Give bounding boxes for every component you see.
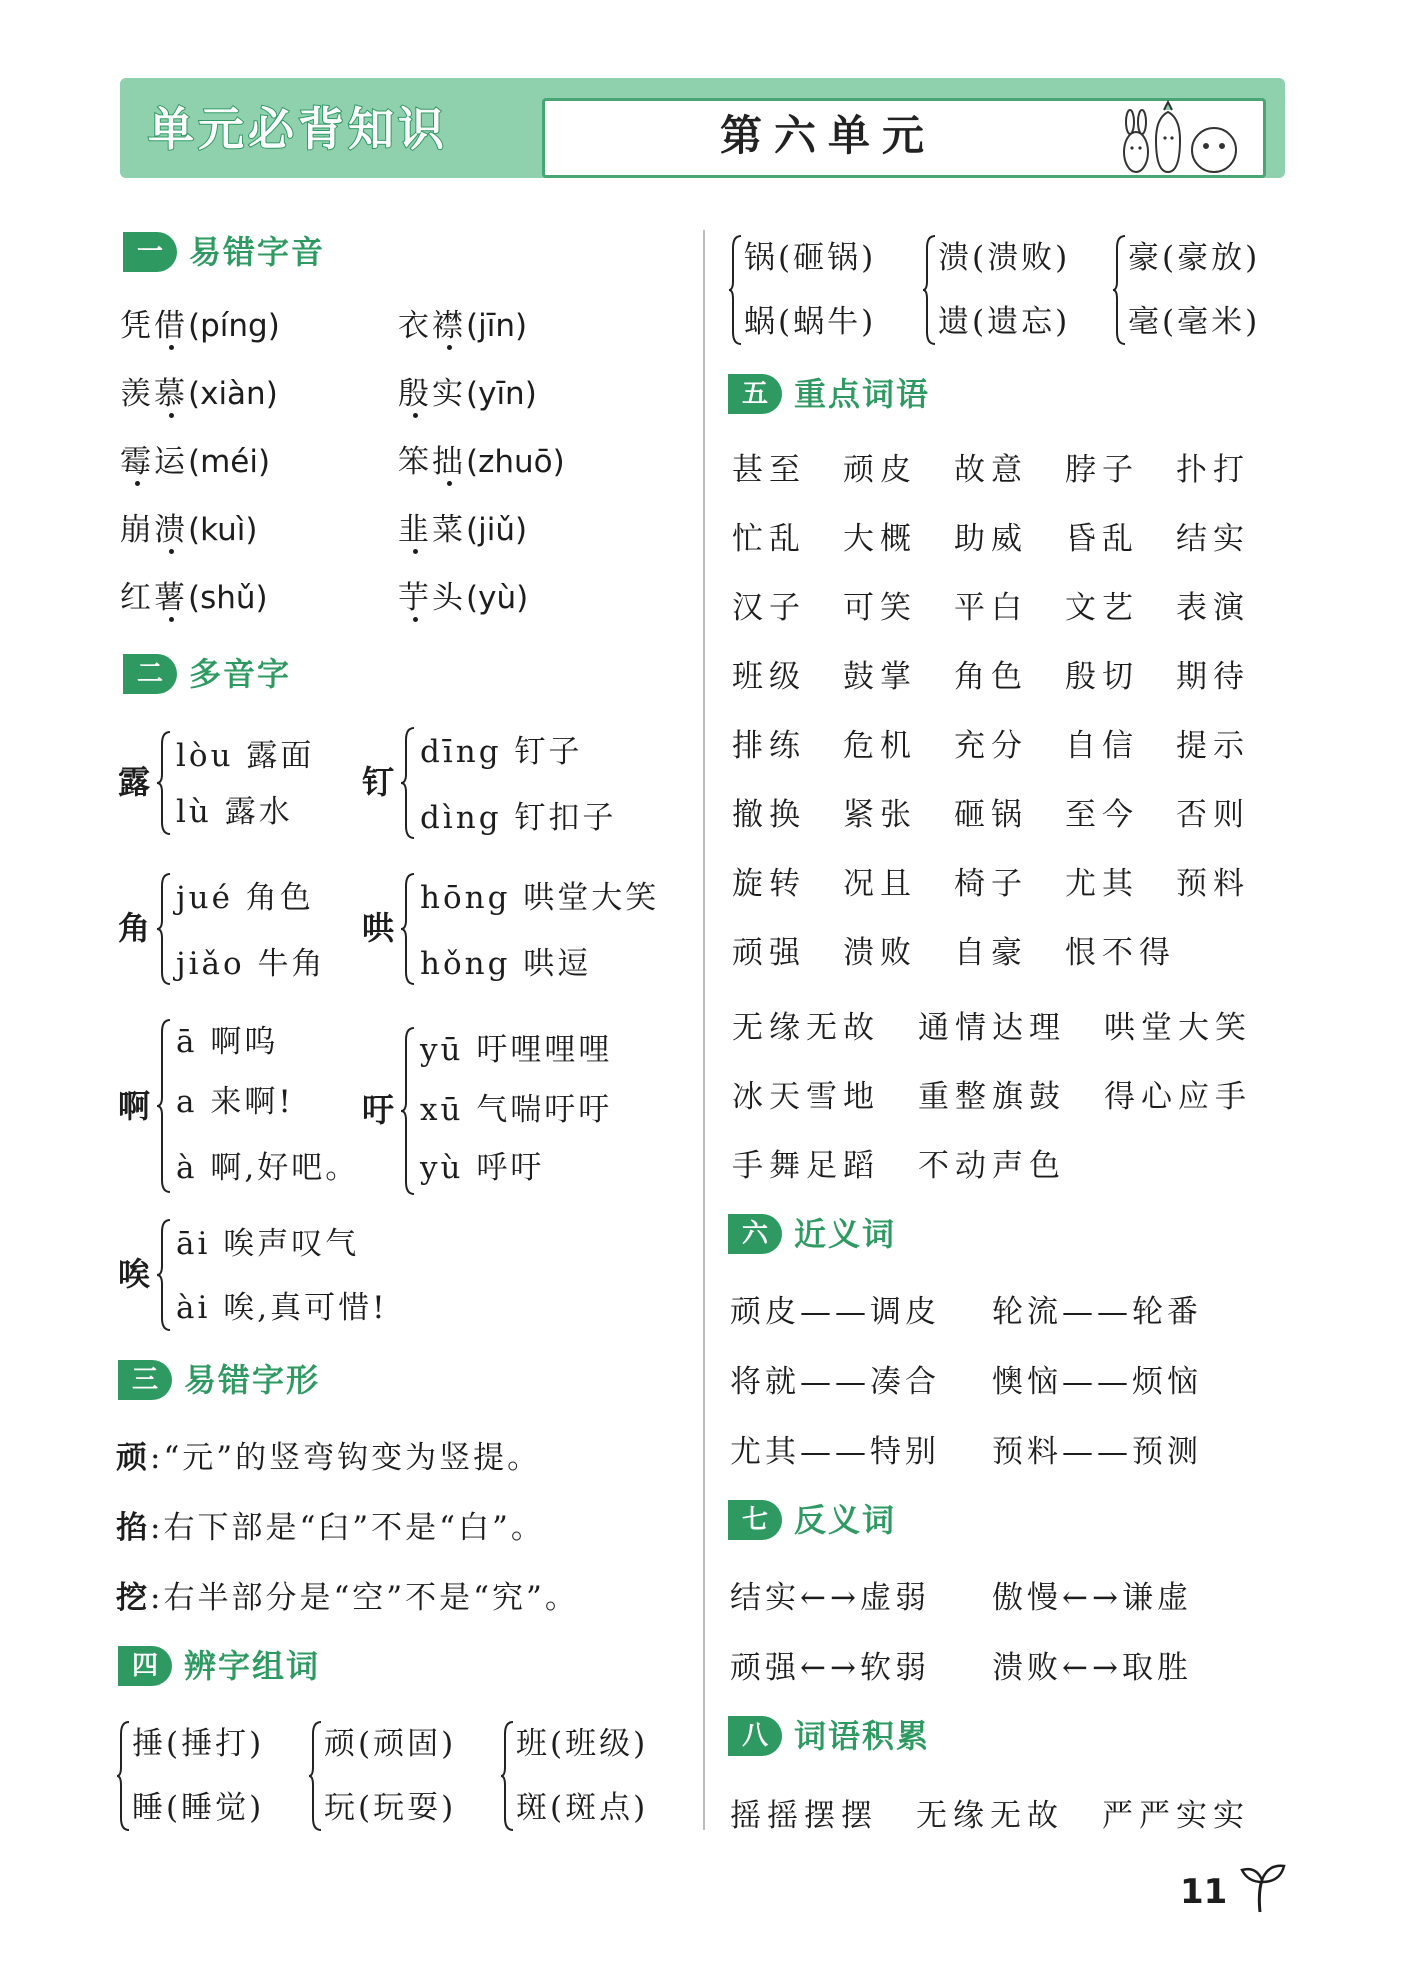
word-pair: 玩(玩耍) bbox=[324, 1790, 457, 1826]
idiom-item: 不动声色 bbox=[918, 1148, 1066, 1184]
brace-icon bbox=[728, 234, 744, 346]
idiom-item: 得心应手 bbox=[1104, 1079, 1252, 1115]
keyword-item: 撤换 bbox=[732, 797, 806, 833]
antonym-item: 顽强←→软弱 bbox=[730, 1650, 930, 1686]
polyphone-char: 啊 bbox=[118, 1087, 151, 1125]
antonym-item: 结实←→虚弱 bbox=[730, 1580, 930, 1616]
brace-icon bbox=[400, 1026, 418, 1196]
section-number-badge: 七 bbox=[728, 1500, 782, 1540]
idiom-item: 通情达理 bbox=[918, 1010, 1066, 1046]
keyword-item: 脖子 bbox=[1065, 452, 1139, 488]
keyword-item: 故意 bbox=[954, 452, 1028, 488]
keyword-item: 期待 bbox=[1176, 659, 1250, 695]
polyphone-reading: a 来啊! bbox=[176, 1084, 294, 1120]
polyphone-reading: lòu 露面 bbox=[176, 738, 315, 774]
pronunciation-item: 红薯(shǔ) bbox=[120, 580, 268, 616]
keyword-item: 甚至 bbox=[732, 452, 806, 488]
page-title: 单元必背知识 bbox=[148, 102, 448, 156]
polyphone-reading: yù 呼吁 bbox=[420, 1150, 545, 1186]
polyphone-char: 吁 bbox=[362, 1091, 395, 1129]
section-number-badge: 四 bbox=[118, 1646, 172, 1686]
section-title: 词语积累 bbox=[794, 1717, 931, 1755]
mascot-icon bbox=[1120, 100, 1250, 176]
brace-icon bbox=[156, 1218, 174, 1332]
word-pair: 遗(遗忘) bbox=[938, 304, 1071, 340]
keyword-item: 鼓掌 bbox=[843, 659, 917, 695]
page-number: 11 bbox=[1180, 1872, 1228, 1912]
polyphone-reading: hǒng 哄逗 bbox=[420, 946, 592, 982]
shape-item: 顽:“元”的竖弯钩变为竖提。 bbox=[116, 1440, 542, 1476]
pronunciation-item: 殷实(yīn) bbox=[398, 376, 537, 412]
accumulate-item: 无缘无故 bbox=[916, 1798, 1064, 1834]
polyphone-char: 钉 bbox=[362, 763, 395, 801]
synonym-grid bbox=[730, 1290, 1254, 1474]
keyword-item: 昏乱 bbox=[1065, 521, 1139, 557]
synonym-item: 懊恼——烦恼 bbox=[992, 1364, 1202, 1400]
brace-icon bbox=[500, 1720, 516, 1832]
idiom-item: 无缘无故 bbox=[732, 1010, 880, 1046]
brace-icon bbox=[156, 1018, 174, 1194]
brace-icon bbox=[308, 1720, 324, 1832]
shape-item: 挖:右半部分是“空”不是“究”。 bbox=[116, 1580, 579, 1616]
brace-icon bbox=[400, 726, 418, 840]
idiom-item: 重整旗鼓 bbox=[918, 1079, 1066, 1115]
idiom-item: 哄堂大笑 bbox=[1104, 1010, 1252, 1046]
accumulate-item: 摇摇摆摆 bbox=[730, 1798, 878, 1834]
brace-icon bbox=[156, 730, 174, 836]
pronunciation-item: 笨拙(zhuō) bbox=[398, 444, 565, 480]
keyword-item: 扑打 bbox=[1176, 452, 1250, 488]
section-title: 反义词 bbox=[794, 1501, 897, 1539]
antonym-item: 傲慢←→谦虚 bbox=[992, 1580, 1192, 1616]
keyword-item: 砸锅 bbox=[954, 797, 1028, 833]
polyphone-reading: ài 唉,真可惜! bbox=[176, 1290, 388, 1326]
polyphone-reading: xū 气喘吁吁 bbox=[420, 1092, 613, 1128]
keyword-item: 表演 bbox=[1176, 590, 1250, 626]
polyphone-char: 角 bbox=[118, 909, 151, 947]
keyword-item: 结实 bbox=[1176, 521, 1250, 557]
polyphone-char: 唉 bbox=[118, 1255, 151, 1293]
synonym-item: 将就——凑合 bbox=[730, 1364, 940, 1400]
polyphone-reading: hōng 哄堂大笑 bbox=[420, 880, 660, 916]
pronunciation-item: 韭菜(jiǔ) bbox=[398, 512, 528, 548]
keyword-item: 班级 bbox=[732, 659, 806, 695]
keyword-item: 殷切 bbox=[1065, 659, 1139, 695]
keyword-item: 否则 bbox=[1176, 797, 1250, 833]
section-title: 多音字 bbox=[189, 655, 292, 693]
section-title: 近义词 bbox=[794, 1215, 897, 1253]
keyword-item: 平白 bbox=[954, 590, 1028, 626]
pronunciation-item: 芋头(yù) bbox=[398, 580, 529, 616]
word-pair: 豪(豪放) bbox=[1128, 240, 1261, 276]
keyword-item: 充分 bbox=[954, 728, 1028, 764]
section-title: 易错字形 bbox=[184, 1361, 321, 1399]
keyword-item: 文艺 bbox=[1065, 590, 1139, 626]
idiom-item: 手舞足蹈 bbox=[732, 1148, 880, 1184]
keyword-item: 排练 bbox=[732, 728, 806, 764]
antonym-item: 溃败←→取胜 bbox=[992, 1650, 1192, 1686]
synonym-item: 轮流——轮番 bbox=[992, 1294, 1202, 1330]
section-number-badge: 五 bbox=[728, 374, 782, 414]
keyword-item: 自信 bbox=[1065, 728, 1139, 764]
polyphone-reading: à 啊,好吧。 bbox=[176, 1150, 360, 1186]
polyphone-reading: lù 露水 bbox=[176, 794, 293, 830]
synonym-item: 顽皮——调皮 bbox=[730, 1294, 940, 1330]
word-pair: 顽(顽固) bbox=[324, 1726, 457, 1762]
polyphone-reading: jiǎo 牛角 bbox=[176, 946, 326, 982]
section-number-badge: 二 bbox=[123, 654, 177, 694]
keyword-item: 恨不得 bbox=[1065, 935, 1176, 971]
section-number-badge: 一 bbox=[123, 232, 177, 272]
accumulate-grid bbox=[730, 1794, 1288, 1838]
polyphone-reading: āi 唉声叹气 bbox=[176, 1226, 360, 1262]
keyword-grid bbox=[732, 448, 1287, 975]
polyphone-reading: jué 角色 bbox=[176, 880, 314, 916]
keyword-item: 大概 bbox=[843, 521, 917, 557]
section-title: 辨字组词 bbox=[184, 1647, 321, 1685]
keyword-item: 预料 bbox=[1176, 866, 1250, 902]
sprout-icon bbox=[1238, 1862, 1288, 1914]
synonym-item: 尤其——特别 bbox=[730, 1434, 940, 1470]
keyword-item: 溃败 bbox=[843, 935, 917, 971]
word-pair: 锅(砸锅) bbox=[744, 240, 877, 276]
keyword-item: 自豪 bbox=[954, 935, 1028, 971]
brace-icon bbox=[922, 234, 938, 346]
keyword-item: 至今 bbox=[1065, 797, 1139, 833]
column-divider bbox=[703, 230, 705, 1830]
polyphone-reading: dìng 钉扣子 bbox=[420, 800, 617, 836]
word-pair: 斑(斑点) bbox=[516, 1790, 649, 1826]
polyphone-reading: yū 吁哩哩哩 bbox=[420, 1032, 613, 1068]
word-pair: 捶(捶打) bbox=[132, 1726, 265, 1762]
brace-icon bbox=[116, 1720, 132, 1832]
polyphone-reading: dīng 钉子 bbox=[420, 734, 583, 770]
keyword-item: 椅子 bbox=[954, 866, 1028, 902]
keyword-item: 尤其 bbox=[1065, 866, 1139, 902]
keyword-item: 顽强 bbox=[732, 935, 806, 971]
word-pair: 睡(睡觉) bbox=[132, 1790, 265, 1826]
synonym-item: 预料——预测 bbox=[992, 1434, 1202, 1470]
keyword-item: 助威 bbox=[954, 521, 1028, 557]
word-pair: 毫(毫米) bbox=[1128, 304, 1261, 340]
idiom-grid bbox=[732, 1006, 1290, 1188]
accumulate-item: 严严实实 bbox=[1102, 1798, 1250, 1834]
polyphone-char: 露 bbox=[118, 763, 151, 801]
pronunciation-item: 羡慕(xiàn) bbox=[120, 376, 278, 412]
keyword-item: 旋转 bbox=[732, 866, 806, 902]
idiom-item: 冰天雪地 bbox=[732, 1079, 880, 1115]
keyword-item: 角色 bbox=[954, 659, 1028, 695]
section-number-badge: 三 bbox=[118, 1360, 172, 1400]
keyword-item: 危机 bbox=[843, 728, 917, 764]
section-number-badge: 八 bbox=[728, 1716, 782, 1756]
word-pair: 班(班级) bbox=[516, 1726, 649, 1762]
keyword-item: 紧张 bbox=[843, 797, 917, 833]
keyword-item: 顽皮 bbox=[843, 452, 917, 488]
pronunciation-item: 凭借(píng) bbox=[120, 308, 280, 344]
pronunciation-item: 崩溃(kuì) bbox=[120, 512, 258, 548]
section-title: 易错字音 bbox=[189, 233, 326, 271]
keyword-item: 忙乱 bbox=[732, 521, 806, 557]
brace-icon bbox=[400, 872, 418, 986]
keyword-item: 可笑 bbox=[843, 590, 917, 626]
word-pair: 溃(溃败) bbox=[938, 240, 1071, 276]
antonym-grid bbox=[730, 1576, 1254, 1690]
pronunciation-item: 霉运(méi) bbox=[120, 444, 271, 480]
polyphone-char: 哄 bbox=[362, 909, 395, 947]
keyword-item: 汉子 bbox=[732, 590, 806, 626]
word-pair: 蜗(蜗牛) bbox=[744, 304, 877, 340]
keyword-item: 提示 bbox=[1176, 728, 1250, 764]
keyword-item: 况且 bbox=[843, 866, 917, 902]
brace-icon bbox=[156, 872, 174, 986]
unit-title: 第六单元 bbox=[720, 111, 937, 160]
polyphone-reading: ā 啊呜 bbox=[176, 1024, 279, 1060]
section-number-badge: 六 bbox=[728, 1214, 782, 1254]
brace-icon bbox=[1112, 234, 1128, 346]
shape-item: 掐:右下部是“臼”不是“白”。 bbox=[116, 1510, 545, 1546]
pronunciation-item: 衣襟(jīn) bbox=[398, 308, 528, 344]
section-title: 重点词语 bbox=[794, 375, 931, 413]
